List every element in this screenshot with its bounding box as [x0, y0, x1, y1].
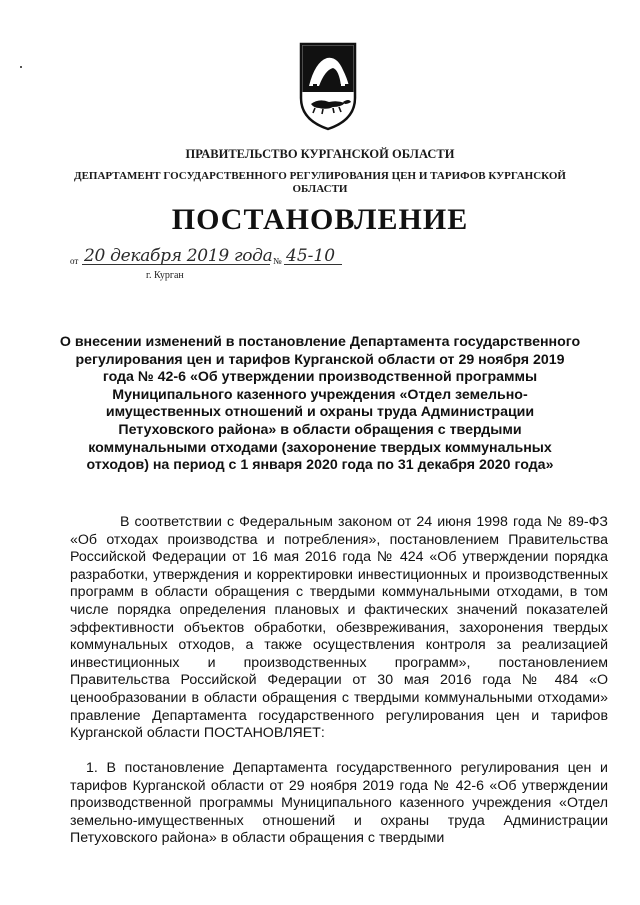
coat-of-arms-icon [297, 40, 359, 132]
scan-speck [20, 66, 22, 68]
date-underline [82, 264, 270, 265]
date-number-line [70, 244, 370, 274]
body-paragraph: В соответствии с Федеральным законом от 24 июня 1998 года № 89-ФЗ «Об отходах производства и потребления», постановлением Правительства Российской Федерации от 16 мая 2016 года № 424 «Об утверждении порядка разработки, утверждения и корректировки инвестиционных и производственных программ в области обращения с твердыми коммунальными отходами, в том числе порядка определения плановых и фактических значений показателей эффективности объектов обработки, обезвреживания, захоронения твердых коммунальных отходов, а также осуществления контроля за реализацией инвестиционных и производственных программ», постановлением Правительства Российской Федерации от 30 мая 2016 года № 484 «О ценообразовании в области обращения с твердыми коммунальными отходами» правление Департамента государственного регулирования цен и тарифов Курганской области ПОСТАНОВЛЯЕТ: [70, 514, 608, 742]
number-prefix: № [273, 256, 282, 266]
handwritten-number: 45-10 [286, 246, 336, 266]
government-name: ПРАВИТЕЛЬСТВО КУРГАНСКОЙ ОБЛАСТИ [185, 147, 455, 161]
handwritten-date: 20 декабря 2019 года [84, 246, 273, 266]
number-underline [284, 264, 342, 265]
resolution-heading: О внесении изменений в постановление Департамента государственного регулирования цен и тарифов Курганской области от 29 ноября 2019 года № 42-6 «Об утверждении производственной программы Муниципального казенного учреждения «Отдел земельно-имущественных отношений и охраны труда Администрации Петуховского района» в области обращения с твердыми коммунальными отходами (захоронение твердых коммунальных отходов) на период с 1 января 2020 года по 31 декабря 2020 года» [59, 334, 581, 474]
body-paragraph: 1. В постановление Департамента государственного регулирования цен и тарифов Курганской области от 29 ноября 2019 года № 42-6 «Об утверждении производственной программы Муниципального казенного учреждения «Отдел земельно-имущественных отношений и охраны труда Администрации Петуховского района» в области обращения с твердыми [70, 760, 608, 847]
department-name: ДЕПАРТАМЕНТ ГОСУДАРСТВЕННОГО РЕГУЛИРОВАНИЯ ЦЕН И ТАРИФОВ КУРГАНСКОЙ ОБЛАСТИ [74, 170, 566, 195]
document-type-title: ПОСТАНОВЛЕНИЕ [171, 203, 469, 236]
city-label: г. Курган [146, 270, 184, 281]
date-prefix: от [70, 256, 79, 266]
